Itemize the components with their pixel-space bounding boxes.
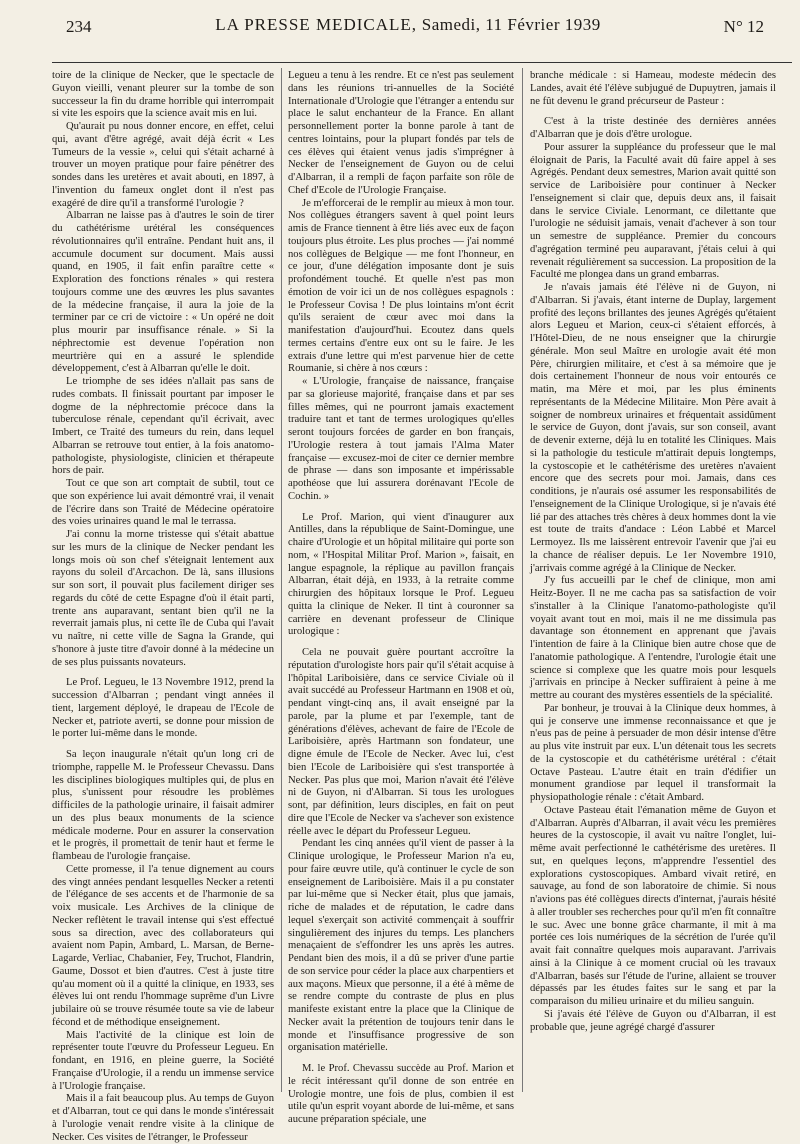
column-divider-2 (522, 68, 523, 1092)
paragraph: Cela ne pouvait guère pourtant accroître la réputation d'urologiste hors pair qu'il s'était acquise à l'hôpital Lariboisière, dans ce service Civiale où il avait succédé au Professeur Hartmann en 1908 et où, pendant vingt-cinq ans, il avait enseigné par la parole, par la plume et par l'exemple, tant de générations d'élèves, achevant de faire de l'Ecole de Lariboisière, après Hartmann son fondateur, une digne émule de l'Ecole de Necker. Avec lui, c'est bien l'Ecole de Lariboisière qui s'est transportée à Necker. Pas plus que moi, Marion n'avait été l'élève ni de Guyon, ni d'Albarran. Si tous les urologues sont, par définition, leurs disciples, en fait on peut dire que l'Ecole de Necker va s'achever son existence réelle avec le départ du Professeur Legueu. (288, 647, 514, 837)
paragraph: Qu'aurait pu nous donner encore, en effet, celui qui, avant d'être agrégé, avait déjà écrit « Les Tumeurs de la vessie », celui qui s'était acharné à trouver un moyen pratique pour faire pénétrer des sondes dans les uretères et avait abouti, en 1897, à l'invention du fameux onglet dont il n'est pas exagéré de dire qu'il a transformé l'urologie ? (52, 121, 274, 209)
paragraph: Cette promesse, il l'a tenue dignement au cours des vingt années pendant lesquelles Necker a retenti de l'élégance de ses accents et de l'harmonie de sa voix musicale. Les Archives de la clinique de Necker reflètent le travail intense qui s'est effectué sous sa direction, avec des collaborateurs qui avaient nom Papin, Ambard, L. Marsan, de Berne-Lagarde, Verliac, Chabanier, Fey, Truchot, Flandrin, Gaume, Dossot et bien d'autres. C'est à juste titre qu'au moment où il a quitté la clinique, en 1933, ses élèves lui ont rendu l'hommage suprême d'un Livre jubilaire où se trouve résumée toute sa vie de labeur fécond et de méthodique enseignement. (52, 863, 274, 1028)
paragraph: Tout ce que son art comptait de subtil, tout ce que son expérience lui avait démontré vrai, il venait de l'écrire dans son Traité de Médecine opératoire des voies urinaires quand le mal le terrassa. (52, 478, 274, 528)
paragraph: Pour assurer la suppléance du professeur que le mal éloignait de Paris, la Faculté avait dû faire appel à ses Agrégés. Pendant deux semestres, Marion avait quitté son service de Lariboisière pour continuer à Necker l'enseignement si clair que, depuis deux ans, il faisait dans le service Civiale. Lenormant, ce dilettante que l'urologie ne séduisit jamais, venait d'achever à son tour un semestre de suppléance. Premier du concours d'agrégation terminé peu auparavant, j'étais celui à qui revenait régulièrement sa succession. La proposition de la Faculté me plongea dans un grand embarras. (530, 141, 776, 281)
paragraph: Le triomphe de ses idées n'allait pas sans de rudes combats. Il finissait pourtant par imposer le dogme de la néphrectomie précoce dans la tuberculose rénale, cependant qu'il écrivait, avec Imbert, ce Traité des tumeurs du rein, dans lequel Albarran se retrouve tout entier, à la fois anatomo-pathologiste, physiologiste, clinicien et thérapeute hors de pair. (52, 376, 274, 477)
text-column-1 (52, 70, 274, 1143)
paragraph: Si j'avais été l'élève de Guyon ou d'Albarran, il est probable que, jeune agrégé chargé d'assurer (530, 1008, 776, 1033)
paragraph: branche médicale : si Hameau, modeste médecin des Landes, avait été l'élève subjugué de Dupuytren, jamais il ne fût devenu le grand précurseur de Pasteur : (530, 70, 776, 107)
issue-date: Samedi, 11 Février 1939 (421, 15, 601, 34)
paragraph: Le Prof. Marion, qui vient d'inaugurer aux Antilles, dans la république de Saint-Domingue, une chaire d'Urologie et un hôpital militaire qui porte son nom, « l'Hospital Militar Prof. Marion », faisait, en langue espagnole, la réplique au pavillon français Albarran, était déjà, en 1933, à la retraite comme chirurgien des hôpitaux lorsque le Prof. Legueu quitta la clinique de Neker. Il tint à couronner sa carrière en devenant professeur de Clinique urologique : (288, 511, 514, 638)
column-divider-1 (281, 68, 282, 1092)
paragraph: J'ai connu la morne tristesse qui s'était abattue sur les murs de la clinique de Necker pendant les longs mois où son chef s'éteignait lentement aux rayons du soleil d'Arcachon. De là, sans illusions sur son sort, il pouvait plus facilement diriger ses regards du côté de cette Espagne d'où il était parti, trente ans auparavant, sentant bien qu'il ne la reverrait jamais plus, ni cette île de Cuba qui l'avait vu naître, ni cette ville de Sagna la Grande, qui s'honore à juste titre d'avoir donné à la médecine un de ses plus puissants novateurs. (52, 529, 274, 668)
paragraph: Le Prof. Legueu, le 13 Novembre 1912, prend la succession d'Albarran ; pendant vingt années il tient, largement déployé, le drapeau de l'Ecole de Necker et, patriote averti, se donne pour mission de le porter lui-même dans le monde. (52, 677, 274, 740)
text-column-2 (288, 70, 514, 1125)
paragraph: Pendant les cinq années qu'il vient de passer à la Clinique urologique, le Professeur Marion n'a eu, pour faire œuvre utile, qu'à continuer le cycle de son enseignement de Lariboisière. Mais il a pu constater par lui-même que si Necker était, plus que jamais, riche de malades et de réputation, le cadre dans lequel s'exerçait son activité commençait à souffrir singulièrement des injures du temps. Les planchers menaçaient de s'effondrer les uns après les autres. Pendant bien des mois, il a dû se priver d'une partie de son service pour céder la place aux charpentiers et aux maçons. Mieux que personne, il a été à même de se rendre compte du contraste de plus en plus manifeste existant entre la place que la Clinique de Necker avait la prétention de toujours tenir dans le monde et l'insuffisance progressive de son organisation matérielle. (288, 838, 514, 1054)
paragraph: Mais il a fait beaucoup plus. Au temps de Guyon et d'Albarran, tout ce qui dans le monde s'intéressait à l'urologie venait rendre visite à la clinique de Necker. Ces visites de l'étranger, le Professeur (52, 1093, 274, 1143)
issue-number: N° 12 (723, 17, 764, 36)
text-column-3 (530, 70, 776, 1092)
quote-paragraph: « L'Urologie, française de naissance, française par sa glorieuse majorité, française dans et par ses filles mêmes, qui ne pourront jamais exactement traduire tant et tant de termes urologiques qu'elles seront toujours forcées de garder en bon français, l'Urologie restera à tout jamais l'Alma Mater française — excusez-moi de citer ce dernier membre de phrase — dans son imposante et impérissable apothéose que lui assurera dorénavant l'Ecole de Cochin. » (288, 376, 514, 502)
paragraph: Je m'efforcerai de le remplir au mieux à mon tour. Nos collègues étrangers savent à quel point leurs amis de France tiennent à être liés avec eux de façon toujours plus étroite. Les plus proches — j'ai nommé nos collègues de Belgique — me font l'honneur, en ce jour, d'une délégation imposante dont je suis profondément touché. Et quelle n'est pas mon émotion de voir ici un de nos collègues espagnols : le Professeur Covisa ! De plus lointains m'ont écrit qu'ils seraient de cœur avec moi dans la manifestation d'aujourd'hui. Ecoutez dans quels termes certains d'entre eux ont su le faire. Je les extrais d'une lettre qui m'est parvenue hier de cette Roumanie, si chère à nos cœurs : (288, 197, 514, 375)
page-header (52, 12, 764, 36)
paragraph: Albarran ne laisse pas à d'autres le soin de tirer du cathétérisme urétéral les conséquences révolutionnaires qu'il entraîne. Pendant huit ans, il accumule document sur document. Mais aussi quand, en 1905, il fait enfin paraître cette « Exploration des fonctions rénales » qui restera toujours comme une des œuvres les plus savantes de la médecine française, il aura la joie de la terminer par ce cri de victoire : « Un opéré ne doit plus mourir par insuffisance rénale. » Si la néphrectomie est devenue l'opération non meurtrière qui en a assuré le splendide développement, c'est à Albarran qu'elle le doit. (52, 210, 274, 375)
paragraph: toire de la clinique de Necker, que le spectacle de Guyon vieilli, venant pleurer sur la tombe de son successeur la fin du drame horrible qui interrompait si vite les espoirs que la science avait mis en lui. (52, 70, 274, 120)
paragraph: M. le Prof. Chevassu succède au Prof. Marion et le récit intéressant qu'il donne de son entrée en Urologie montre, une fois de plus, combien il est utile qu'un esprit voyant aborde de lui-même, et sans aucune préparation spéciale, une (288, 1063, 514, 1125)
paragraph: Par bonheur, je trouvai à la Clinique deux hommes, à qui je conserve une immense reconnaissance et que je n'eus pas de peine à persuader de mon désir intense d'être au plus vite instruit par eux. L'un détenait tous les secrets de la cystoscopie et du cathétérisme urétéral : c'était Octave Pasteau. L'autre était en train d'édifier un monument grandiose par lequel il transformait la physiopathologie rénale : c'était Ambard. (530, 702, 776, 803)
paragraph: Sa leçon inaugurale n'était qu'un long cri de triomphe, rappelle M. le Professeur Chevassu. Dans les disciplines biologiques multiples qui, de plus en plus, s'unissent pour résoudre les problèmes difficiles de la pathologie urinaire, il faisait admirer un des plus beaux monuments de la science médicale moderne. Pour en assurer la conservation et le progrès, il promettait de tenir haut et ferme le flambeau de l'urologie française. (52, 749, 274, 862)
paragraph: J'y fus accueilli par le chef de clinique, mon ami Heitz-Boyer. Il ne me cacha pas sa satisfaction de voir s'installer à la Clinique l'anatomo-pathologiste qu'il voyait avant tout en moi, mais il ne me dissimula pas davantage son étonnement en apprenant que j'avais l'intention de faire à la Clinique bien autre chose que de l'anatomie pathologique. A l'entendre, l'urologie était une science si complexe que les quatre mois pour lesquels j'arrivais en principe à Necker suffiraient à peine à me mettre au courant des mystères essentiels de la spécialité. (530, 575, 776, 701)
header-rule (52, 62, 792, 63)
paragraph: Octave Pasteau était l'émanation même de Guyon et d'Albarran. Auprès d'Albarran, il avait vécu les premières heures de la cystoscopie, il avait vu naître l'onglet, lui-même avait perfectionné le cathétérisme des uretères. Il sut, en quelques leçons, m'apprendre l'essentiel des explorations cystoscopiques. Ambard vivait retiré, en sauvage, au fond de son laboratoire de chimie. Si nous n'avions pas été collègues directs d'internat, j'aurais hésité à aller troubler ses recherches pour qu'il m'en fît connaître le suc. Avec une bonne grâce charmante, il mit à ma portée ces lois numériques de la sécrétion de l'urée qu'il avait fait connaître quelques mois auparavant. J'arrivais ainsi à la Clinique à ce moment crucial où les travaux d'Albarran, basés sur l'étude de l'urine, allaient se trouver dépassés par les études faites sur le sang et par la comparaison du milieu urinaire et du milieu sanguin. (530, 804, 776, 1007)
paragraph: C'est à la triste destinée des dernières années d'Albarran que je dois d'être urologue. (530, 116, 776, 140)
journal-name: LA PRESSE MEDICALE, (215, 15, 418, 34)
paragraph: Legueu a tenu à les rendre. Et ce n'est pas seulement dans les réunions tri-annuelles de la Société Internationale d'Urologie que l'étranger a entendu sur place le salut enchanteur de la France. En allant personnellement porter la bonne parole à tant de centres lointains, pour la plupart fondés par tels de ces élèves qui étaient venus jadis s'imprégner à Necker de l'enseignement de Guyon ou de celui d'Albarran, il a rempli de façon parfaite son rôle de Chef d'Ecole de l'Urologie Française. (288, 70, 514, 196)
page-number: 234 (66, 17, 92, 36)
paragraph: Je n'avais jamais été l'élève ni de Guyon, ni d'Albarran. Si j'avais, étant interne de Duplay, largement profité des leçons brillantes des jeunes Agrégés qu'étaient alors Legueu et Marion, ceux-ci s'étaient efforcés, à l'Hôtel-Dieu, de ne nous enseigner que la chirurgie générale. Mon seul Maître en urologie avait été mon Père, chirurgien militaire, et c'est à sa mémoire que je dois certainement l'honneur de nous voir entourés ce matin, ma Mère et moi, par les plus éminents représentants de la Médecine Militaire. Mon Père avait à soigner de nombreux urinaires et fréquentait assidûment le service de Guyon, dont j'avais, sur son conseil, avant de devenir externe, déjà lu en totalité les Cliniques. Mais si la pathologie du testicule m'attirait depuis longtemps, la cystoscopie et le cathétérisme des uretères n'avaient encore que des secrets pour moi. Jamais, dans ces conditions, je n'aurais osé assumer les responsabilités de l'enseignement de la Clinique Urologique, si je n'avais été lié par des attaches très chères à deux hommes dont la vie est toute de traits d'andace : Léon Labbé et Marcel Lermoyez. Ils me laissèrent entrevoir l'avenir que j'ai eu la chance de réaliser depuis. Le 1er Novembre 1910, j'arrivais comme agrégé à la Clinique de Necker. (530, 282, 776, 574)
paragraph: Mais l'activité de la clinique est loin de représenter toute l'œuvre du Professeur Legueu. En fondant, en 1916, en pleine guerre, la Société Française d'Urologie, il a rendu un immense service à l'Urologie française. (52, 1029, 274, 1092)
running-title (52, 15, 764, 35)
